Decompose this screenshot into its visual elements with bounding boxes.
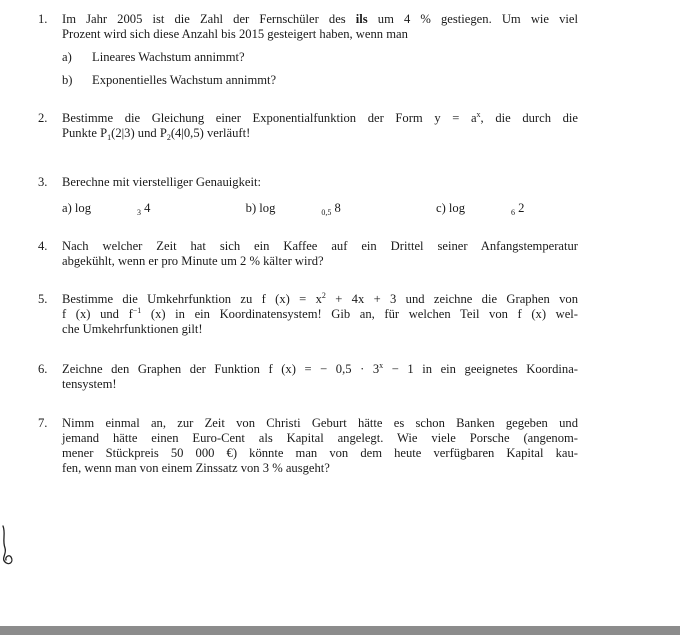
task-text-line: tensystem! bbox=[62, 377, 117, 391]
task-2 bbox=[38, 111, 578, 141]
task-number: 1. bbox=[38, 12, 48, 26]
task-text-line: Bestimme die Umkehrfunktion zu f $(x) = x^2 + 4x + 3$ und zeichne die Graphen von bbox=[62, 291, 578, 306]
task-number: 3. bbox=[38, 175, 48, 189]
option-b: b) log $_{0,5}$ 8 bbox=[245, 201, 341, 217]
task-text-line: Punkte $P_1(2|3)$ und $P_2(4|0,5)$ verläuft! bbox=[62, 126, 251, 142]
option-a: a) log $_3$ 4 bbox=[62, 201, 151, 217]
task-4 bbox=[38, 239, 578, 269]
task-3 bbox=[38, 175, 578, 216]
task-text-line: Nimm einmal an, zur Zeit von Christi Geburt hätte es schon Banken gegeben und bbox=[62, 416, 578, 430]
task-text-line: Im Jahr 2005 ist die Zahl der Fernschüler des ils um 4 % gestiegen. Um wie viel bbox=[62, 12, 578, 26]
option-c: c) log $_6$ 2 bbox=[435, 201, 525, 217]
task-text-line: fen, wenn man von einem Zinssatz von 3 % ausgeht? bbox=[62, 461, 330, 475]
task-1 bbox=[38, 12, 578, 88]
task-text-line: abgekühlt, wenn er pro Minute um 2 % kälter wird? bbox=[62, 254, 324, 268]
task-text-line: Prozent wird sich diese Anzahl bis 2015 gesteigert haben, wenn man bbox=[62, 27, 408, 41]
task-text-line: Nach welcher Zeit hat sich ein Kaffee auf ein Drittel seiner Anfangstemperatur bbox=[62, 239, 578, 253]
log-options bbox=[62, 201, 578, 216]
task-number: 5. bbox=[38, 292, 48, 306]
task-text-line: f (x) und $f^{-1}$ (x) in ein Koordinatensystem! Gib an, für welchen Teil von f (x) wel- bbox=[62, 306, 578, 321]
task-number: 7. bbox=[38, 416, 48, 430]
task-7 bbox=[38, 416, 578, 476]
task-number: 2. bbox=[38, 111, 48, 125]
sub-item-b: b) Exponentielles Wachstum annimmt? bbox=[62, 73, 277, 87]
task-number: 4. bbox=[38, 239, 48, 253]
bottom-bar bbox=[0, 626, 680, 635]
margin-squiggle bbox=[0, 524, 18, 566]
task-text-line: jemand hätte einen Euro-Cent als Kapital angelegt. Wie viele Porsche (angenom- bbox=[62, 431, 578, 445]
sub-item-a: a) Lineares Wachstum annimmt? bbox=[62, 50, 245, 64]
task-5 bbox=[38, 292, 578, 337]
task-6 bbox=[38, 362, 578, 392]
task-text-line: Berechne mit vierstelliger Genauigkeit: bbox=[62, 175, 261, 189]
task-text-line: mener Stückpreis 50 000 €) könnte man von dem heute verfügbaren Kapital kau- bbox=[62, 446, 578, 460]
task-number: 6. bbox=[38, 362, 48, 376]
task-text-line: Zeichne den Graphen der Funktion f (x) = − $0,5 \cdot 3^x - 1$ in ein geeignetes Koordina- bbox=[62, 361, 578, 376]
task-text-line: Bestimme die Gleichung einer Exponentialfunktion der Form $y = a^x$, die durch die bbox=[62, 110, 578, 125]
task-text-line: che Umkehrfunktionen gilt! bbox=[62, 322, 203, 336]
